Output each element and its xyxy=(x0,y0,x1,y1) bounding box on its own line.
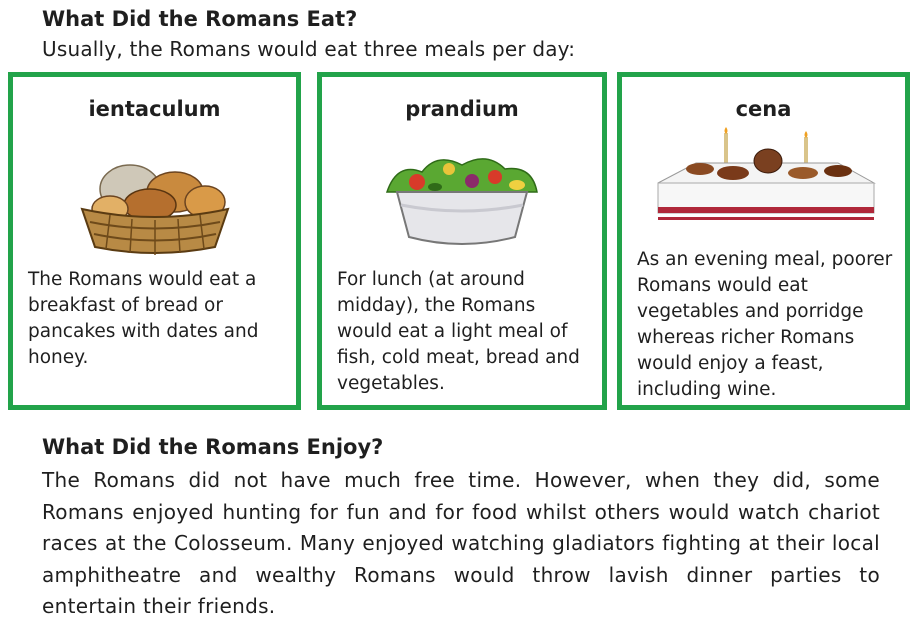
meal-description: The Romans would eat a breakfast of bread or pancakes with dates and honey. xyxy=(28,269,259,368)
meal-description: For lunch (at around midday), the Romans would eat a light meal of fish, cold meat, bread and vegetables. xyxy=(337,269,580,394)
meal-title: cena xyxy=(735,97,792,121)
section-heading-enjoy: What Did the Romans Enjoy? xyxy=(42,435,384,459)
meal-title: ientaculum xyxy=(88,97,221,121)
meal-card-cena xyxy=(617,72,910,410)
meal-title: prandium xyxy=(405,97,519,121)
meal-card-prandium xyxy=(317,72,607,410)
meal-description: As an evening meal, poorer Romans would eat vegetables and porridge whereas richer Romans would enjoy a feast, including wine. xyxy=(637,249,893,400)
section-heading-eat: What Did the Romans Eat? xyxy=(42,7,358,31)
meal-card-ientaculum xyxy=(8,72,301,410)
bread-basket-illustration xyxy=(13,127,296,277)
enjoy-paragraph: The Romans did not have much free time. However, when they did, some Romans enjoyed hunting for fun and for food whilst others would watch chariot races at the Colosseum. Many enjoyed watching gladiators fighting at their local amphitheatre and wealthy Romans would throw lavish dinner parties to entertain their friends. xyxy=(42,468,880,618)
feast-table-illustration xyxy=(622,121,905,241)
salad-bowl-illustration xyxy=(322,127,602,277)
intro-text: Usually, the Romans would eat three meals per day: xyxy=(42,37,576,61)
